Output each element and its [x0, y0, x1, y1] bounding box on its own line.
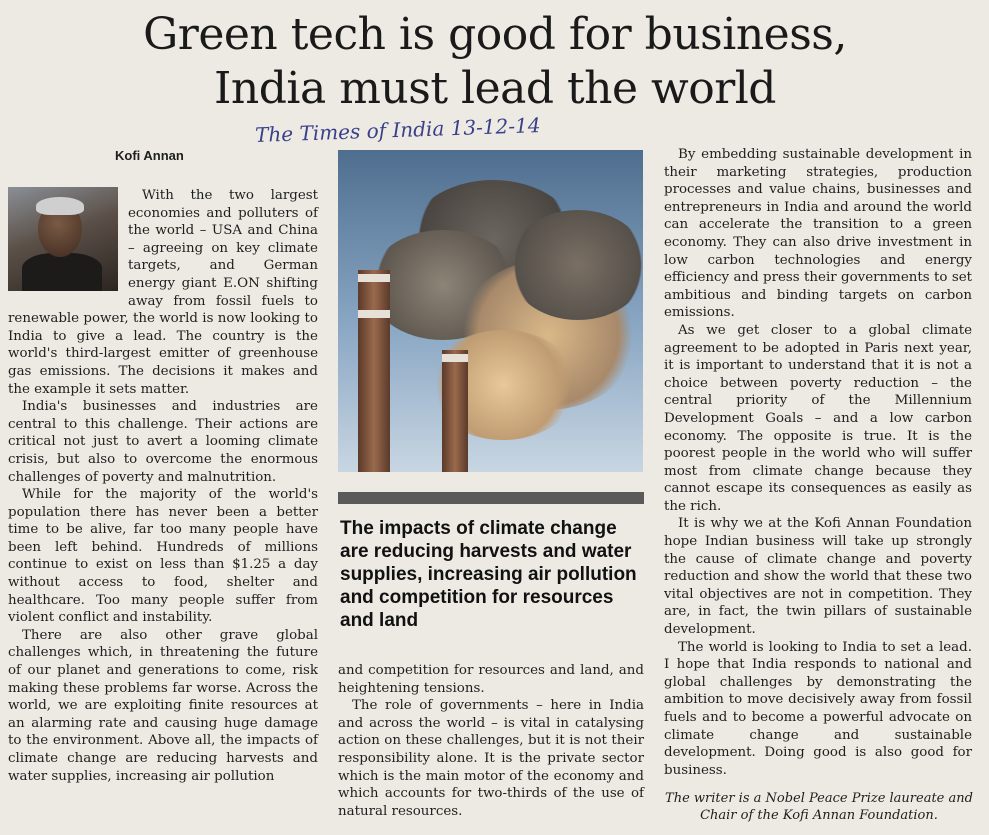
smokestack — [442, 350, 468, 472]
pullquote-rule — [338, 492, 644, 504]
paragraph: India's businesses and industries are central to this challenge. Their actions are critical not just to avert a looming climate crisis, but also to overcome the enormous challenges of poverty and malnutrition. — [8, 399, 318, 485]
paragraph: By embedding sustainable development in their marketing strategies, production processes and value chains, businesses and entrepreneurs in India and around the world can accelerate the transition to a green economy. They can also drive investment in low carbon technologies and energy efficiency and press their governments to set ambitious and binding targets on carbon emissions. — [664, 147, 972, 321]
byline: Kofi Annan — [115, 148, 184, 163]
smokestacks-photo — [338, 150, 643, 472]
paragraph: With the two largest economies and polluters of the world – USA and China – agreeing on key climate targets, and German energy giant E.ON shifting away from fossil fuels to renewable power, the world is now looking to India to give a lead. The country is the world's third-largest emitter of greenhouse gas emissions. The decisions it makes and the example it sets matter. — [8, 188, 318, 397]
paragraph: While for the majority of the world's population there has never been a better time to be alive, far too many people have been left behind. Hundreds of millions continue to exist on less than $1.25 a day without access to food, shelter and healthcare. Too many people suffer from violent conflict and instability. — [8, 487, 318, 626]
paragraph: The world is looking to India to set a lead. I hope that India responds to national and global challenges by demonstrating the ambition to move decisively away from fossil fuels and to become a powerful advocate on climate change and sustainable development. Doing good is also good for business. — [664, 639, 972, 778]
headline — [40, 8, 950, 116]
paragraph: There are also other grave global challenges which, in threatening the future of our planet and generations to come, risk making these problems far worse. Across the world, we are exploiting finite resources at an alarming rate and causing huge damage to the environment. Above all, the impacts of climate change are reducing harvests and water supplies, increasing air pollution — [8, 627, 318, 784]
article-column-2 — [338, 662, 644, 820]
headline-line-1: Green tech is good for business, — [143, 9, 847, 60]
author-photo — [8, 187, 118, 291]
paragraph: and competition for resources and land, and heightening tensions. — [338, 663, 644, 696]
article-column-3 — [664, 146, 972, 779]
handwritten-source-note: The Times of India 13-12-14 — [254, 113, 541, 147]
article-column-1 — [8, 187, 318, 785]
smokestack — [358, 270, 390, 472]
author-note: The writer is a Nobel Peace Prize laureate and Chair of the Kofi Annan Foundation. — [665, 791, 973, 823]
paragraph: It is why we at the Kofi Annan Foundation hope Indian business will take up strongly the cause of climate change and poverty reduction and show the world that these two vital objectives are not in competition. They are, in fact, the twin pillars of sustainable development. — [664, 516, 972, 638]
headline-line-2: India must lead the world — [214, 63, 776, 114]
paragraph: As we get closer to a global climate agreement to be adopted in Paris next year, it is important to understand that it is not a choice between poverty reduction – the central priority of the Millennium Development Goals – and a low carbon economy. The opposite is true. It is the poorest people in the world who will suffer most from climate change because they cannot escape its consequences as easily as the rich. — [664, 322, 972, 514]
pullquote: The impacts of climate change are reducing harvests and water supplies, increasing air pollution and competition for resources and land — [340, 518, 637, 631]
paragraph: The role of governments – here in India and across the world – is vital in catalysing action on these challenges, but it is not their responsibility alone. It is the private sector which is the main motor of the economy and which accounts for two-thirds of the use of natural resources. — [338, 698, 644, 819]
